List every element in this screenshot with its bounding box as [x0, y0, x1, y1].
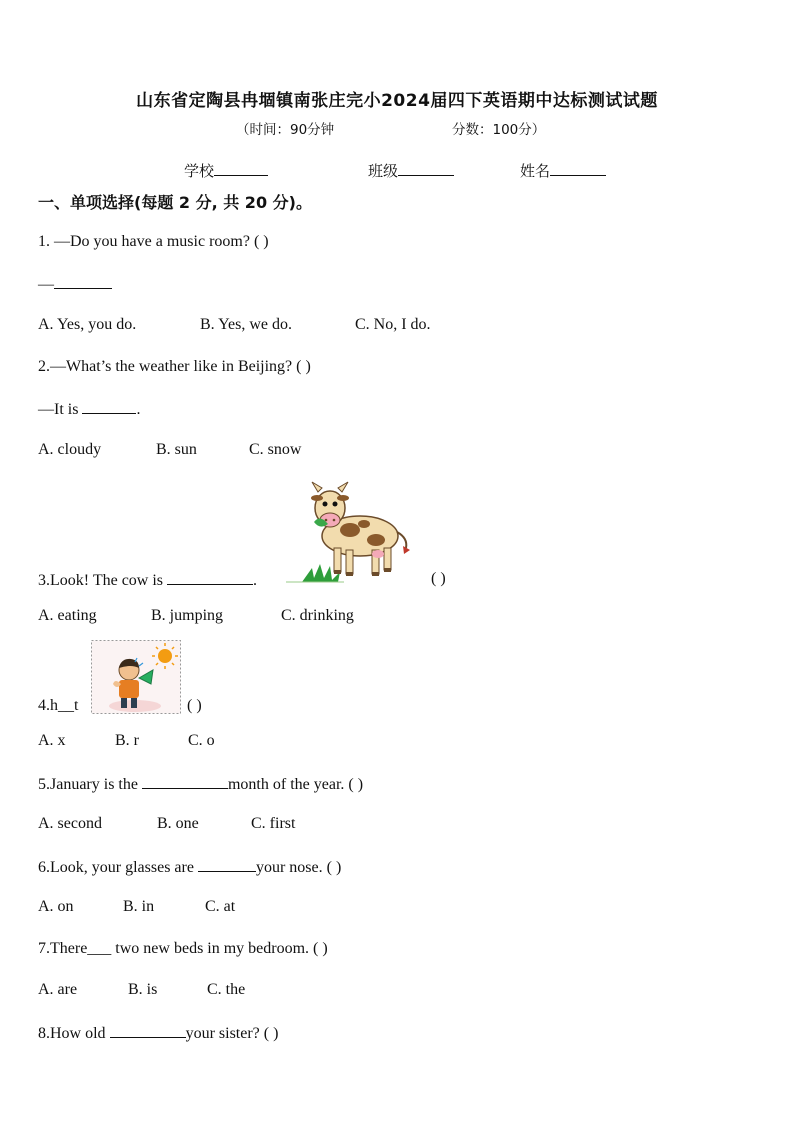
q4-paren: ( ) — [187, 697, 202, 714]
q3-option-a[interactable]: A. eating — [38, 607, 97, 624]
q1-option-a[interactable]: A. Yes, you do. — [38, 316, 137, 333]
class-blank[interactable] — [398, 161, 454, 176]
answer-blank[interactable] — [110, 1023, 186, 1038]
school-field — [184, 160, 268, 181]
question-3-stem — [38, 570, 257, 590]
answer-blank[interactable] — [167, 570, 253, 585]
question-4-stem: 4.h__t — [38, 697, 79, 714]
q3-paren: ( ) — [431, 570, 446, 587]
q7-option-a[interactable]: A. are — [38, 981, 78, 998]
question-1-stem: 1. —Do you have a music room? ( ) — [38, 233, 269, 250]
q8-text: 8.How old — [38, 1025, 106, 1042]
answer-blank[interactable] — [142, 774, 228, 789]
q5-text: 5.January is the — [38, 776, 138, 793]
question-5-stem — [38, 774, 363, 794]
q6-option-c[interactable]: C. at — [205, 898, 236, 915]
school-label: 学校 — [184, 162, 215, 180]
q3-option-b[interactable]: B. jumping — [151, 607, 224, 624]
question-8-stem — [38, 1023, 278, 1043]
q6-text: 6.Look, your glasses are — [38, 859, 194, 876]
q2-option-c[interactable]: C. snow — [249, 441, 302, 458]
question-7-stem: 7.There___ two new beds in my bedroom. ( ) — [38, 940, 328, 957]
q1-option-c[interactable]: C. No, I do. — [355, 316, 431, 333]
class-field — [368, 160, 454, 181]
q6-option-a[interactable]: A. on — [38, 898, 74, 915]
q5-option-a[interactable]: A. second — [38, 815, 102, 832]
it-is-text: —It is — [38, 401, 79, 418]
question-2-stem: 2.—What’s the weather like in Beijing? ( ) — [38, 358, 311, 375]
name-label: 姓名 — [520, 162, 551, 180]
name-blank[interactable] — [550, 161, 606, 176]
question-6-stem — [38, 857, 341, 877]
hot-boy-sun-illustration — [91, 640, 181, 714]
name-field — [520, 160, 606, 181]
answer-blank[interactable] — [54, 274, 112, 289]
score-info: 分数：100分） — [452, 122, 546, 138]
q3-period: . — [253, 572, 258, 589]
question-2-answer-line — [38, 399, 140, 419]
answer-blank[interactable] — [198, 857, 256, 872]
q8-tail: your sister? ( ) — [185, 1025, 279, 1042]
question-1-answer-line — [38, 274, 112, 294]
q6-option-b[interactable]: B. in — [123, 898, 155, 915]
q3-text: 3.Look! The cow is — [38, 572, 164, 589]
section-heading: 一、单项选择(每题 2 分, 共 20 分)。 — [38, 193, 312, 212]
page-title: 山东省定陶县冉堌镇南张庄完小2024届四下英语期中达标测试试题 — [136, 91, 658, 111]
q7-option-b[interactable]: B. is — [128, 981, 158, 998]
school-blank[interactable] — [214, 161, 268, 176]
q5-option-c[interactable]: C. first — [251, 815, 296, 832]
q5-tail: month of the year. ( ) — [227, 776, 364, 793]
cow-illustration — [284, 478, 420, 584]
q4-option-a[interactable]: A. x — [38, 732, 66, 749]
dash: — — [38, 276, 54, 293]
q3-option-c[interactable]: C. drinking — [281, 607, 354, 624]
q2-option-a[interactable]: A. cloudy — [38, 441, 102, 458]
time-info: （时间：90分钟 — [236, 122, 335, 138]
q1-option-b[interactable]: B. Yes, we do. — [200, 316, 293, 333]
q7-option-c[interactable]: C. the — [207, 981, 246, 998]
q4-option-b[interactable]: B. r — [115, 732, 139, 749]
q6-tail: your nose. ( ) — [255, 859, 342, 876]
q2-option-b[interactable]: B. sun — [156, 441, 197, 458]
class-label: 班级 — [368, 162, 399, 180]
q4-option-c[interactable]: C. o — [188, 732, 215, 749]
period: . — [136, 401, 141, 418]
q5-option-b[interactable]: B. one — [157, 815, 199, 832]
answer-blank[interactable] — [82, 399, 136, 414]
